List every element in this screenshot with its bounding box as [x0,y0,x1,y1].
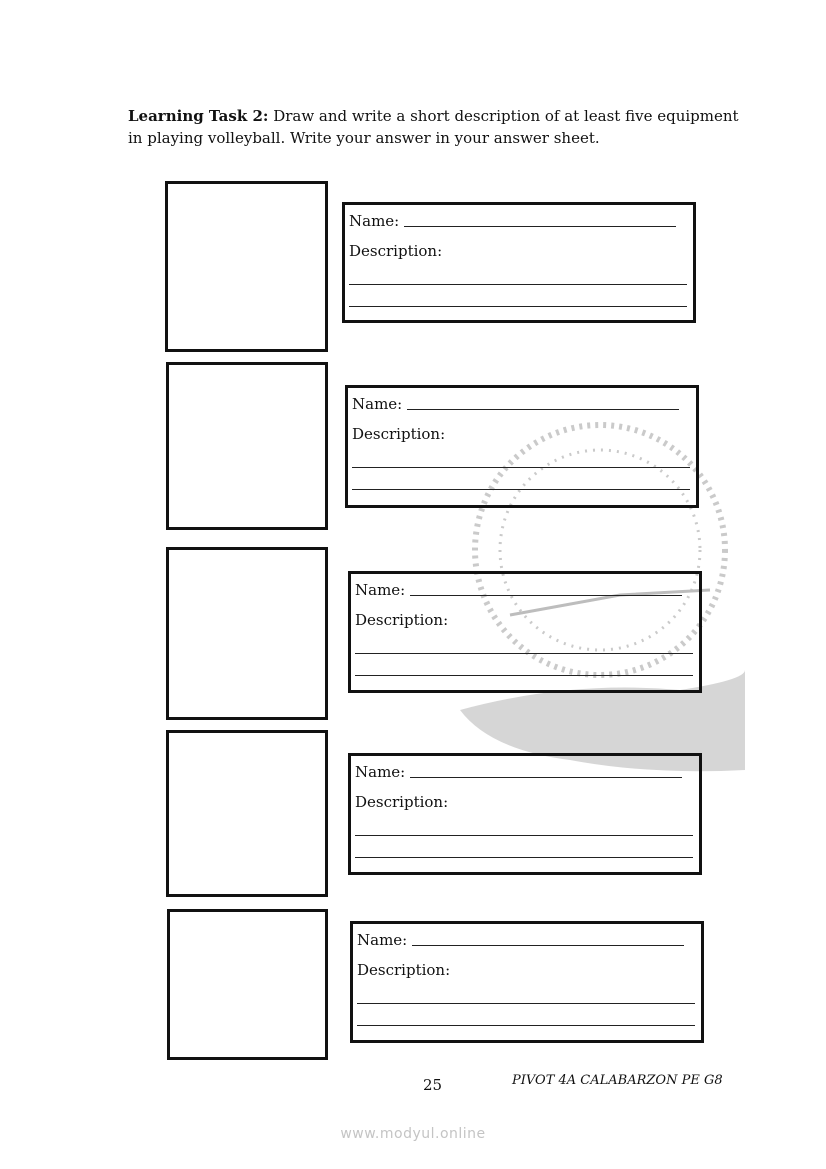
description-label: Description: [357,961,451,979]
name-label: Name: [355,581,406,599]
description-line-1[interactable] [357,1003,695,1004]
name-field[interactable] [412,931,684,946]
description-box-4 [348,753,702,875]
description-line-2[interactable] [355,857,693,858]
task-label: Learning Task 2: [128,107,269,125]
page-number: 25 [423,1076,443,1094]
site-watermark: www.modyul.online [340,1126,486,1142]
name-label: Name: [355,763,406,781]
task-text: Draw and write a short description of at least five equipment in playing volleyball. Write your answer in your answer sheet. [128,107,739,147]
description-line-1[interactable] [355,835,693,836]
description-line-1[interactable] [352,467,690,468]
description-box-3 [348,571,702,693]
description-label: Description: [355,611,449,629]
name-field[interactable] [404,212,676,227]
description-line-1[interactable] [349,284,687,285]
task-instructions [128,105,748,149]
description-line-1[interactable] [355,653,693,654]
description-line-2[interactable] [355,675,693,676]
module-label: PIVOT 4A CALABARZON PE G8 [512,1073,723,1088]
description-box-5 [350,921,704,1043]
description-label: Description: [352,425,446,443]
description-box-1 [342,202,696,323]
description-label: Description: [355,793,449,811]
name-field[interactable] [407,395,679,410]
description-line-2[interactable] [352,489,690,490]
drawing-box-3[interactable] [166,547,328,720]
description-box-2 [345,385,699,508]
drawing-box-5[interactable] [167,909,328,1060]
name-label: Name: [357,931,408,949]
name-field[interactable] [410,763,682,778]
drawing-box-2[interactable] [166,362,328,530]
name-label: Name: [349,212,400,230]
drawing-box-1[interactable] [165,181,328,352]
name-field[interactable] [410,581,682,596]
description-line-2[interactable] [357,1025,695,1026]
description-line-2[interactable] [349,306,687,307]
drawing-box-4[interactable] [166,730,328,897]
description-label: Description: [349,242,443,260]
name-label: Name: [352,395,403,413]
